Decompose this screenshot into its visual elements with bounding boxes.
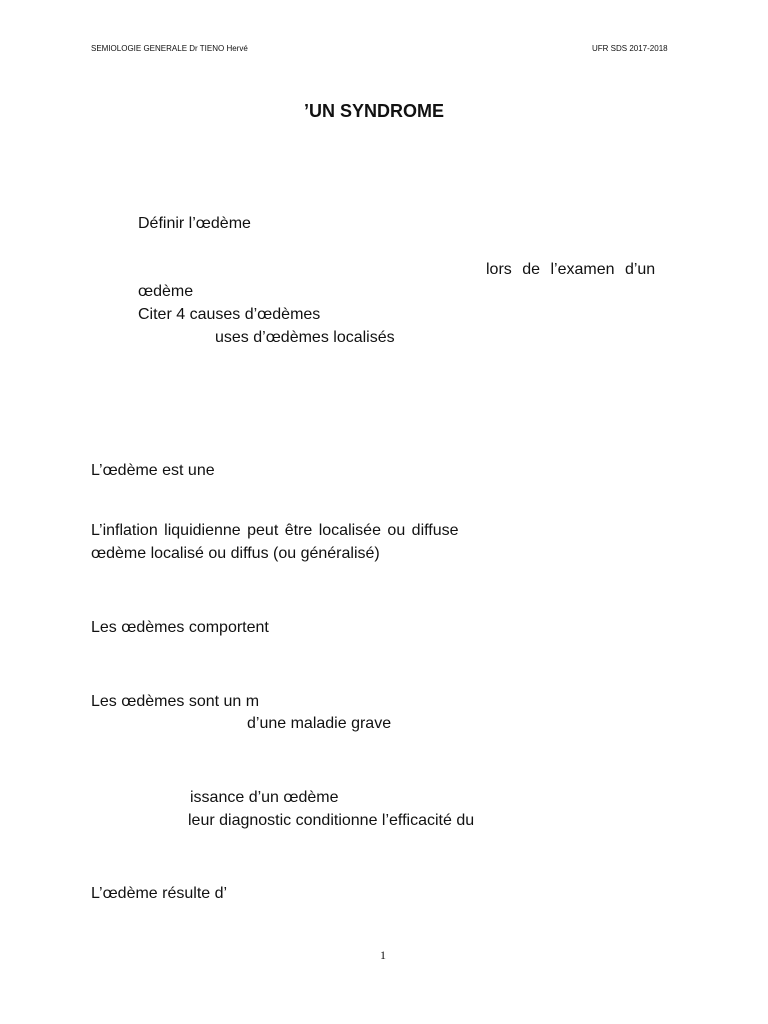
paragraph-recognition-line2: leur diagnostic conditionne l’efficacité du (188, 812, 475, 829)
objective-localized-causes: uses d’œdèmes localisés (215, 329, 395, 346)
objective-causes: Citer 4 causes d’œdèmes (138, 306, 321, 323)
paragraph-recognition-line1: issance d’un œdème (190, 789, 339, 806)
paragraph-comportent: Les œdèmes comportent (91, 619, 269, 636)
paragraph-results: L’œdème résulte d’ (91, 885, 228, 902)
page-title: ’UN SYNDROME (304, 101, 445, 121)
paragraph-inflation-line2: œdème localisé ou diffus (ou généralisé) (91, 545, 380, 562)
header-left: SEMIOLOGIE GENERALE Dr TIENO Hervé (91, 44, 248, 53)
paragraph-inflation-line1: L’inflation liquidienne peut être localisée ou diffuse (91, 522, 459, 539)
header-right: UFR SDS 2017-2018 (592, 44, 668, 53)
objective-exam-continued: œdème (138, 283, 194, 300)
objective-exam-line: lors de l’examen d’un (486, 261, 656, 278)
paragraph-definition: L’œdème est une (91, 462, 215, 479)
objective-define: Définir l’œdème (138, 215, 251, 232)
page-number: 1 (380, 948, 386, 962)
paragraph-signs-line2: d’une maladie grave (247, 715, 392, 732)
paragraph-signs-line1: Les œdèmes sont un m (91, 693, 260, 710)
